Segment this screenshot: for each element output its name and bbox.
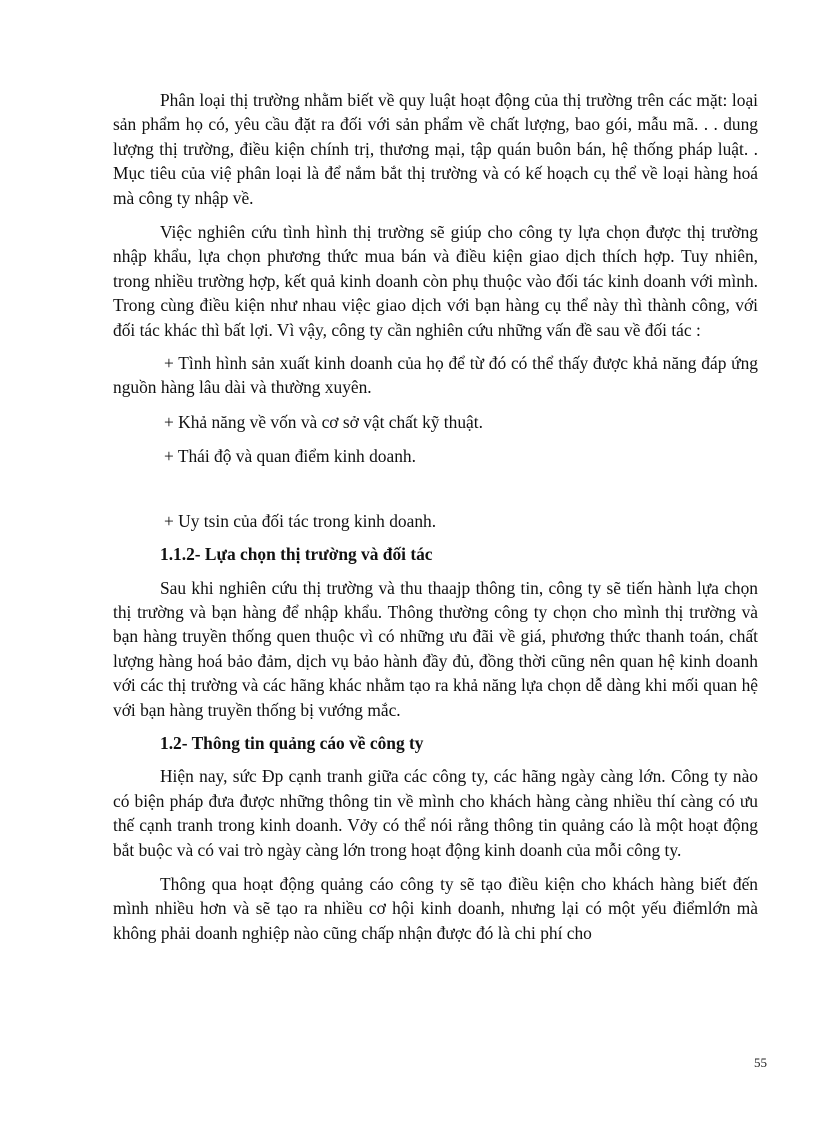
bullet-business-attitude: + Thái độ và quan điểm kinh doanh. — [164, 446, 416, 467]
paragraph-advertising-benefits: Thông qua hoạt động quảng cáo công ty sẽ tạo điều kiện cho khách hàng biết đến mình nhiều hơn và sẽ tạo ra nhiều cơ hội kinh doanh, nhưng lại có một yếu điểmlớn mà không phải doanh nghiệp nào cũng chấp nhận được đó là chi phí cho — [113, 873, 758, 943]
paragraph-market-classification: Phân loại thị trường nhằm biết về quy luật hoạt động của thị trường trên các mặt: loại sản phẩm họ có, yêu cầu đặt ra đối với sản phẩm về chất lượng, bao gói, mẫu mã. . . dung lượng thị trường, điều kiện chính trị, thương mại, tập quán buôn bán, hệ thống pháp luật. . Mục tiêu của việ phân loại là để nắm bắt thị trường và có kế hoạch cụ thể về loại hàng hoá mà công ty nhập về. — [113, 90, 758, 208]
section-heading-1-2: 1.2- Thông tin quảng cáo về công ty — [160, 732, 424, 753]
section-heading-1-1-2: 1.1.2- Lựa chọn thị trường và đối tác — [160, 544, 433, 565]
paragraph-market-selection: Sau khi nghiên cứu thị trường và thu thaajp thông tin, công ty sẽ tiến hành lựa chọn thị trường và bạn hàng để nhập khẩu. Thông thường công ty chọn cho mình thị trường và bạn hàng truyền thống quen thuộc vì có những ưu đãi về giá, phương thức thanh toán, chất lượng hàng hoá bảo đảm, dịch vụ bảo hành đầy đủ, đồng thời cũng nên quan hệ kinh doanh với các thị trường và các hãng khác nhằm tạo ra khả năng lựa chọn dễ dàng khi mối quan hệ với bạn hàng truyền thống bị vướng mắc. — [113, 577, 758, 720]
page-number: 55 — [754, 1055, 767, 1070]
bullet-production-situation: + Tình hình sản xuất kinh doanh của họ để từ đó có thể thấy được khả năng đáp ứng nguồn hàng lâu dài và thường xuyên. — [113, 353, 758, 398]
bullet-partner-reputation: + Uy tsin của đối tác trong kinh doanh. — [164, 510, 437, 531]
paragraph-advertising-competition: Hiện nay, sức Đp cạnh tranh giữa các công ty, các hãng ngày càng lớn. Công ty nào có biện pháp đưa được những thông tin về mình cho khách hàng càng nhiều thí càng có ưu thế cạnh tranh trong kinh doanh. Vởy có thể nói rằng thông tin quảng cáo là một hoạt động bắt buộc và có vai trò ngày càng lớn trong hoạt động kinh doanh của mỗi công ty. — [113, 766, 758, 860]
paragraph-market-research: Việc nghiên cứu tình hình thị trường sẽ giúp cho công ty lựa chọn được thị trường nhập khẩu, lựa chọn phương thức mua bán và điều kiện giao dịch thích hợp. Tuy nhiên, trong nhiều trường hợp, kết quả kinh doanh còn phụ thuộc vào đối tác kinh doanh với mình. Trong cùng điều kiện như nhau việc giao dịch với bạn hàng cụ thể này thì thành công, với đối tác khác thì bất lợi. Vì vậy, công ty cần nghiên cứu những vấn đề sau về đối tác : — [113, 222, 758, 340]
bullet-capital-capacity: + Khả năng về vốn và cơ sở vật chất kỹ thuật. — [164, 411, 483, 432]
page-body — [113, 88, 758, 945]
